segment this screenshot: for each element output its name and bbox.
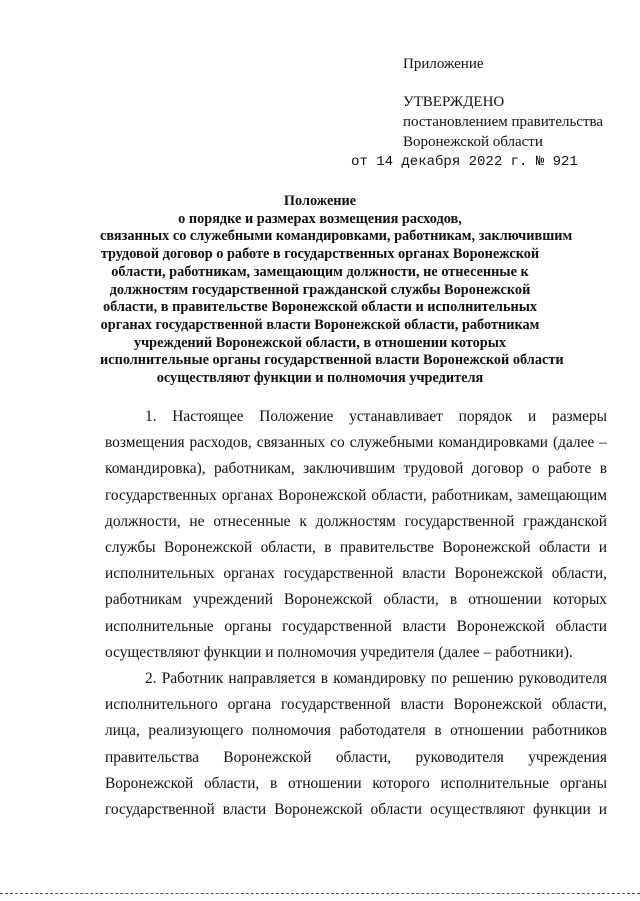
- document-title: [100, 193, 573, 388]
- body-line: командировка), работникам, заключившим трудовой договор о работе в: [105, 460, 607, 478]
- body-line: правительства Воронежской области, руководителя учреждения: [105, 748, 607, 766]
- body-line: исполнительные органы государственной власти Воронежской области: [105, 617, 607, 635]
- title-line: исполнительные органы государственной власти Воронежской области: [100, 352, 564, 369]
- decree-line-2: Воронежской области: [403, 134, 543, 150]
- title-line: Положение: [283, 193, 357, 209]
- paragraph-1: [105, 404, 607, 666]
- title-line: осуществляют функции и полномочия учредителя: [156, 370, 484, 387]
- body-line: исполнительного органа государственной власти Воронежской области,: [105, 696, 607, 714]
- body-line: лица, реализующего полномочия работодателя в отношении работников: [105, 722, 607, 740]
- appendix-label: Приложение: [403, 56, 484, 72]
- decree-date: от 14 декабря 2022 г. № 921: [351, 154, 578, 170]
- body-line: должности, не отнесенные к должностям государственной гражданской: [105, 512, 607, 530]
- body-line: 1. Настоящее Положение устанавливает порядок и размеры: [145, 408, 607, 425]
- body-line: исполнительных органах государственной власти Воронежской области,: [105, 565, 607, 583]
- body-line: Воронежской области, в отношении которого исполнительные органы: [105, 774, 607, 792]
- document-body: [105, 404, 607, 823]
- title-line: должностям государственной гражданской службы Воронежской: [109, 281, 531, 298]
- title-line: органах государственной власти Воронежской области, работникам: [100, 316, 540, 333]
- paragraph-2: [105, 666, 607, 823]
- approved-label: УТВЕРЖДЕНО: [403, 94, 505, 110]
- title-line: учреждений Воронежской области, в отношении которых: [133, 334, 507, 351]
- title-line: области, в правительстве Воронежской области и исполнительных: [102, 299, 538, 316]
- approval-block: [351, 54, 633, 172]
- body-line: возмещения расходов, связанных со служебными командировками (далее –: [105, 434, 607, 452]
- body-line: государственной власти Воронежской области осуществляют функции и: [105, 801, 607, 819]
- decree-line-1: постановлением правительства: [403, 114, 604, 130]
- title-line: о порядке и размерах возмещения расходов,: [178, 210, 462, 227]
- body-line: государственных органах Воронежской области, работникам, замещающим: [105, 486, 607, 504]
- body-line: 2. Работник направляется в командировку по решению руководителя: [145, 670, 607, 688]
- title-line: связанных со служебными командировками, работникам, заключившим: [100, 228, 573, 245]
- body-line: работникам учреждений Воронежской области, в отношении которых: [105, 591, 607, 609]
- body-line: осуществляют функции и полномочия учредителя (далее – работники).: [105, 643, 573, 661]
- page-bottom-rule: [0, 893, 640, 894]
- body-line: службы Воронежской области, в правительстве Воронежской области и: [105, 539, 607, 557]
- title-line: трудовой договор о работе в государственных органах Воронежской: [100, 246, 540, 263]
- title-line: области, работникам, замещающим должности, не отнесенные к: [111, 263, 529, 280]
